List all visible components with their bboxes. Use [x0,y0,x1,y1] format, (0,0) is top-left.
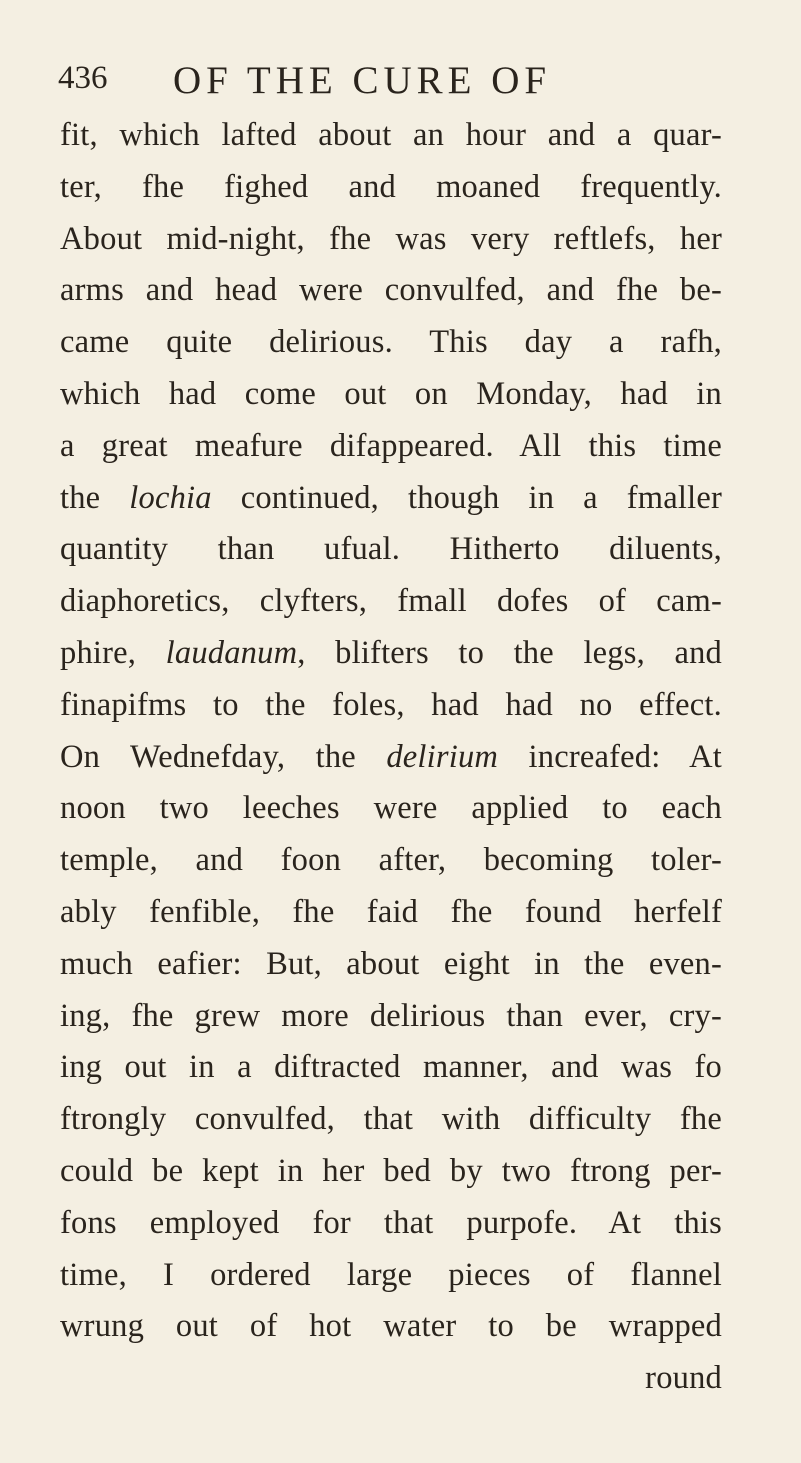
text-segment: ably fenfible, fhe faid fhe found herfelf [60,893,722,930]
text-segment: continued, though in a fmaller [211,479,722,516]
text-segment: finapifms to the foles, had had no effect. [60,686,722,723]
text-segment: , blifters to the legs, and [297,634,722,671]
text-line [60,835,722,887]
text-segment: On Wednefday, the [60,738,387,775]
text-line [60,110,722,162]
text-segment: ftrongly convulfed, that with difficulty fhe [60,1101,722,1138]
text-segment: fit, which lafted about an hour and a quar- [60,117,722,153]
text-line [60,162,722,214]
text-line [60,1146,722,1198]
italic-term: laudanum [165,634,298,671]
text-line [60,783,722,835]
text-line [60,524,722,576]
italic-term: delirium [386,738,499,775]
text-line [60,991,722,1043]
text-line [60,214,722,266]
body-text [60,110,722,1405]
text-line [60,1198,722,1250]
running-head: OF THE CURE OF [173,59,552,102]
italic-term: lochia [129,479,212,516]
text-line [60,473,722,525]
text-line [60,1042,722,1094]
text-line [60,939,722,991]
text-segment: ing out in a diftracted manner, and was fo [60,1049,722,1086]
text-segment: noon two leeches were applied to each [60,790,722,827]
text-line [60,628,722,680]
text-line [60,1094,722,1146]
text-line [60,576,722,628]
text-line [60,265,722,317]
text-segment: a great meafure difappeared. All this time [60,427,722,464]
text-segment: time, I ordered large pieces of flannel [60,1256,722,1293]
text-line [60,680,722,732]
page-header [58,58,698,102]
text-segment: the [60,479,130,516]
text-segment: could be kept in her bed by two ftrong per- [60,1152,722,1189]
text-segment: which had come out on Monday, had in [60,375,722,412]
text-line [60,369,722,421]
text-segment: quantity than ufual. Hitherto diluents, [60,531,722,568]
text-segment: ing, fhe grew more delirious than ever, cry- [60,997,722,1034]
page-number: 436 [58,60,108,96]
text-segment: temple, and foon after, becoming toler- [60,842,722,879]
text-segment: wrung out of hot water to be wrapped [60,1308,722,1345]
text-segment: About mid-night, fhe was very reftlefs, her [60,220,722,257]
text-segment: fons employed for that purpofe. At this [60,1204,722,1241]
text-line [60,887,722,939]
text-line [60,1301,722,1353]
text-segment: much eafier: But, about eight in the even- [60,945,722,982]
text-segment: arms and head were convulfed, and fhe be- [60,272,722,309]
catchword: round [645,1360,722,1397]
text-line [60,1250,722,1302]
text-segment: increafed: At [498,738,722,775]
text-line [60,421,722,473]
text-line [60,732,722,784]
text-segment: ter, fhe fighed and moaned frequently. [60,168,722,205]
text-segment: came quite delirious. This day a rafh, [60,324,722,361]
text-segment: phire, [60,634,166,671]
text-line [60,317,722,369]
text-segment: diaphoretics, clyfters, fmall dofes of cam- [60,583,722,620]
